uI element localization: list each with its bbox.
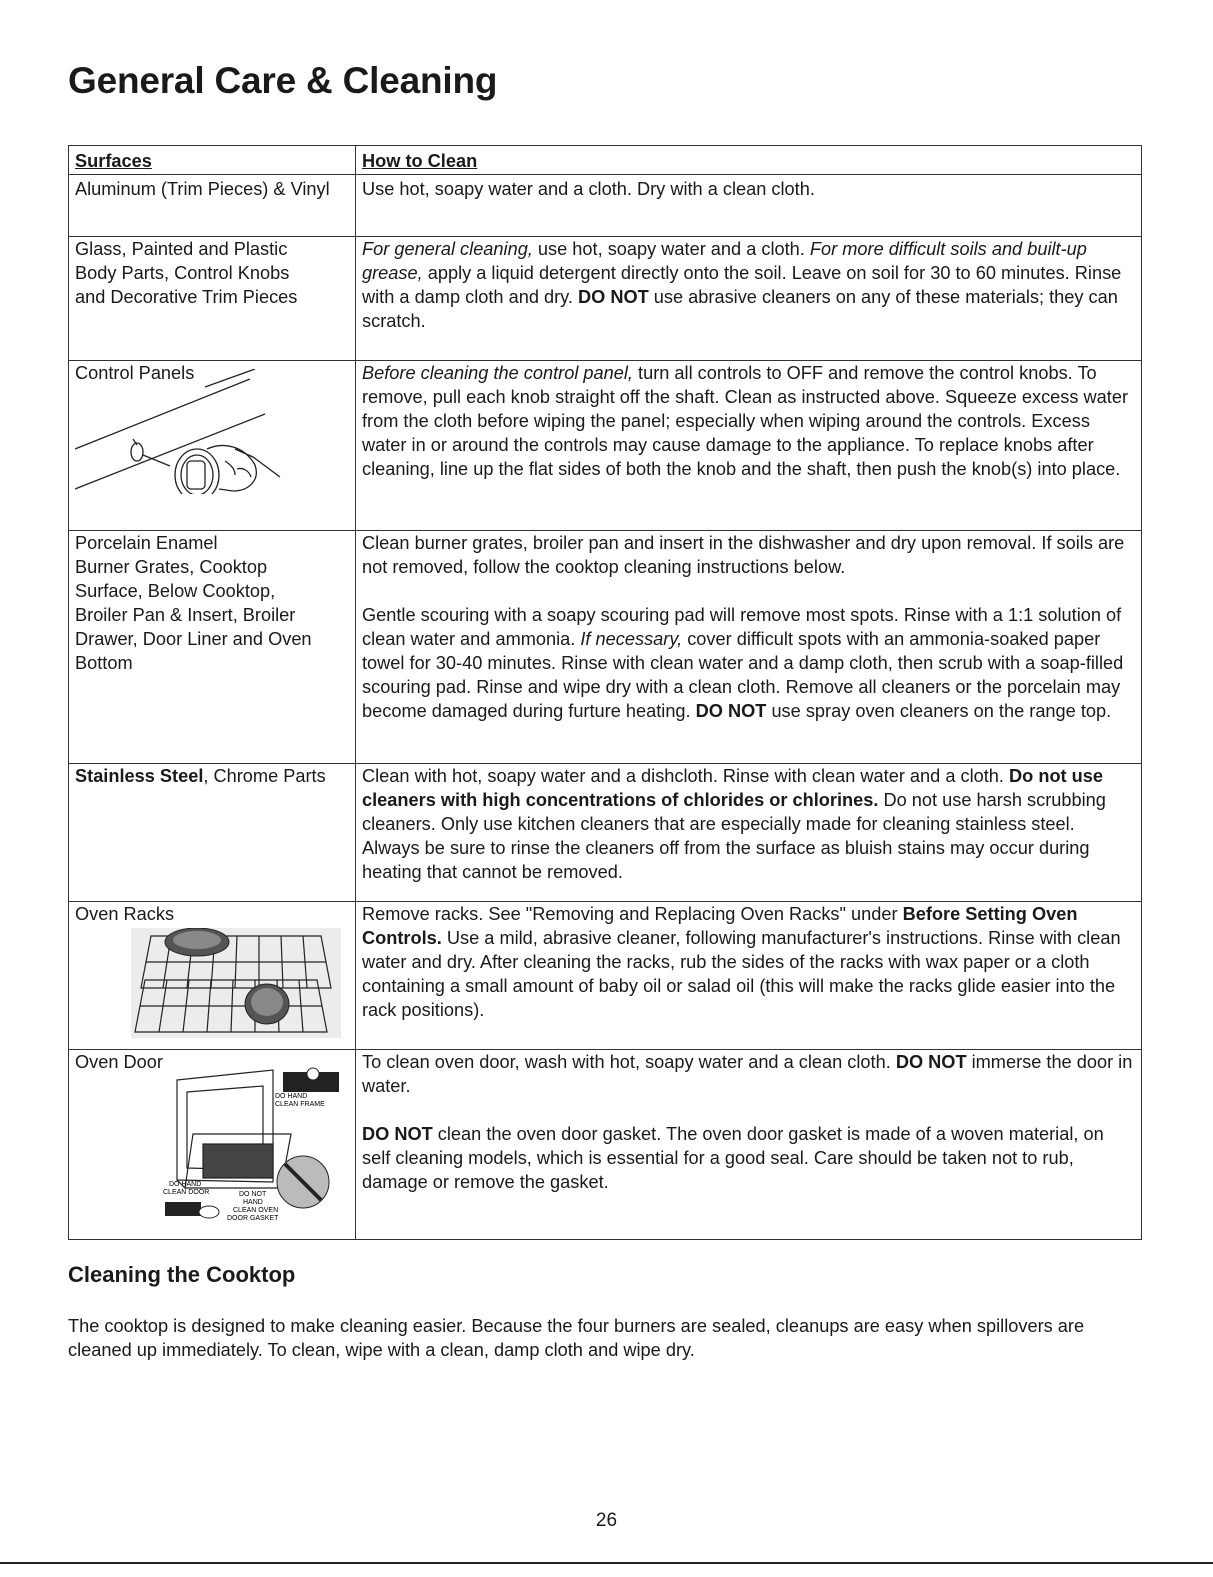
surface-label-line: Bottom bbox=[75, 653, 133, 673]
italic-text: For general cleaning, bbox=[362, 239, 533, 259]
surface-label-line: Burner Grates, Cooktop bbox=[75, 557, 268, 577]
page-title: General Care & Cleaning bbox=[68, 60, 498, 101]
surface-cell bbox=[69, 1050, 356, 1240]
howto-text: cover difficult spots with an ammonia-soaked paper towel for 30-40 minutes. Rinse with clean water and a damp cloth, then scrub with a soap-filled scouring pad. Rinse and wipe dry with a clean cloth. Remove all cleaners or the porcelain may become damaged during furture heating. bbox=[362, 629, 1124, 721]
warning-text: DO NOT bbox=[362, 1124, 433, 1144]
howto-text: Clean with hot, soapy water and a dishcloth. Rinse with clean water and a cloth. bbox=[362, 766, 1010, 786]
surface-label-line: Broiler Pan & Insert, Broiler bbox=[75, 605, 296, 625]
gasket-label: DOOR GASKET bbox=[227, 1215, 279, 1222]
surface-label-line: Porcelain Enamel bbox=[75, 533, 218, 553]
howto-text: clean the oven door gasket. The oven door gasket is made of a woven material, on self cleaning models, which is essential for a good seal. Care should be taken not to rub, damage or remove the gasket. bbox=[362, 1124, 1104, 1192]
oven-door-illustration bbox=[163, 1062, 353, 1232]
howto-cell bbox=[356, 175, 1142, 237]
surface-cell bbox=[69, 764, 356, 902]
gasket-label: DO NOT bbox=[239, 1191, 267, 1198]
howto-text: Use hot, soapy water and a cloth. Dry with a clean cloth. bbox=[362, 179, 815, 199]
surface-label-bold: Stainless Steel bbox=[75, 766, 204, 786]
table-row bbox=[69, 902, 1142, 1050]
howto-text: immerse the door in water. bbox=[362, 1052, 1133, 1096]
surface-label-line: Glass, Painted and Plastic bbox=[75, 239, 288, 259]
surface-label: Oven Door bbox=[75, 1052, 163, 1072]
surface-label: Oven Racks bbox=[75, 904, 175, 924]
surface-cell bbox=[69, 531, 356, 764]
howto-cell bbox=[356, 764, 1142, 902]
italic-text: Before cleaning the control panel, bbox=[362, 363, 633, 383]
howto-paragraph bbox=[362, 1122, 1135, 1194]
page-number: 26 bbox=[595, 1510, 618, 1531]
frame-label: CLEAN FRAME bbox=[275, 1101, 325, 1108]
door-label: CLEAN DOOR bbox=[163, 1189, 210, 1196]
warning-text: DO NOT bbox=[578, 287, 649, 307]
howto-text: use spray oven cleaners on the range top. bbox=[766, 701, 1112, 721]
howto-cell bbox=[356, 531, 1142, 764]
howto-cell bbox=[356, 1050, 1142, 1240]
howto-paragraph: Clean burner grates, broiler pan and insert in the dishwasher and dry upon removal. If soils are not removed, follow the cooktop cleaning instructions below. bbox=[362, 533, 1125, 577]
howto-cell bbox=[356, 902, 1142, 1050]
howto-text: turn all controls to OFF and remove the control knobs. To remove, pull each knob straight off the shaft. Clean as instructed above. Squeeze excess water from the cloth before wiping the panel; especially when wiping around the controls. Excess water in or around the controls may cause damage to the appliance. To replace knobs after cleaning, line up the flat sides of both the knob and the shaft, then push the knob(s) into place. bbox=[362, 363, 1128, 479]
table-row bbox=[69, 1050, 1142, 1240]
warning-text: DO NOT bbox=[695, 701, 767, 721]
surface-cell bbox=[69, 175, 356, 237]
italic-text: For more difficult soils and built-up grease, bbox=[362, 239, 1087, 283]
control-knob-illustration bbox=[75, 369, 285, 494]
surface-cell bbox=[69, 237, 356, 361]
surface-label: , Chrome Parts bbox=[203, 766, 326, 786]
table-row bbox=[69, 175, 1142, 237]
table-header-row bbox=[69, 146, 1142, 175]
frame-label: DO HAND bbox=[275, 1093, 308, 1100]
howto-text: To clean oven door, wash with hot, soapy water and a clean cloth. bbox=[362, 1052, 896, 1072]
section-body-cleaning-cooktop: The cooktop is designed to make cleaning easier. Because the four burners are sealed, cleanups are easy when spillovers are cleaned up immediately. To clean, wipe with a clean, damp cloth and wipe dry. bbox=[68, 1316, 1085, 1360]
table-row bbox=[69, 764, 1142, 902]
howto-paragraph bbox=[362, 603, 1135, 723]
bottom-divider bbox=[0, 1562, 1213, 1564]
surface-label-line: Surface, Below Cooktop, bbox=[75, 581, 276, 601]
howto-text: Gentle scouring with a soapy scouring pad will remove most spots. Rinse with a 1:1 solution of clean water and ammonia. bbox=[362, 605, 1122, 649]
table-row bbox=[69, 237, 1142, 361]
table-row bbox=[69, 361, 1142, 531]
surface-label: Aluminum (Trim Pieces) & Vinyl bbox=[75, 179, 330, 199]
warning-text: Do not use cleaners with high concentrations of chlorides or chlorines. bbox=[362, 766, 1103, 810]
howto-text: Remove racks. See "Removing and Replacing Oven Racks" under bbox=[362, 904, 903, 924]
surface-cell bbox=[69, 902, 356, 1050]
howto-text: Use a mild, abrasive cleaner, following manufacturer's instructions. Rinse with clean water and dry. After cleaning the racks, rub the sides of the racks with wax paper or a cloth containing a small amount of baby oil or salad oil (this will make the racks glide easier into the rack positions). bbox=[362, 928, 1121, 1020]
gasket-label: CLEAN OVEN bbox=[233, 1207, 279, 1214]
surface-label-line: and Decorative Trim Pieces bbox=[75, 287, 298, 307]
door-label: DO HAND bbox=[169, 1181, 202, 1188]
surface-label-line: Body Parts, Control Knobs bbox=[75, 263, 290, 283]
howto-text: use abrasive cleaners on any of these materials; they can scratch. bbox=[362, 287, 1118, 331]
italic-text: If necessary, bbox=[580, 629, 683, 649]
oven-rack-illustration bbox=[131, 928, 341, 1038]
care-table bbox=[68, 145, 1142, 1240]
header-how-to-clean: How to Clean bbox=[356, 146, 1142, 175]
section-title-cleaning-cooktop: Cleaning the Cooktop bbox=[68, 1262, 296, 1287]
warning-text: DO NOT bbox=[895, 1052, 967, 1072]
howto-cell bbox=[356, 237, 1142, 361]
howto-text: apply a liquid detergent directly onto the soil. Leave on soil for 30 to 60 minutes. Rinse with a damp cloth and dry. bbox=[362, 263, 1122, 307]
header-surfaces: Surfaces bbox=[69, 146, 356, 175]
howto-text: Do not use harsh scrubbing cleaners. Only use kitchen cleaners that are especially made for cleaning stainless steel. Always be sure to rinse the cleaners off from the surface as bluish stains may occur during heating that cannot be removed. bbox=[362, 790, 1106, 882]
howto-text: use hot, soapy water and a cloth. bbox=[532, 239, 810, 259]
gasket-label: HAND bbox=[243, 1199, 263, 1206]
surface-cell bbox=[69, 361, 356, 531]
howto-paragraph bbox=[362, 1050, 1135, 1098]
surface-label-line: Drawer, Door Liner and Oven bbox=[75, 629, 312, 649]
surface-label: Control Panels bbox=[75, 363, 195, 383]
table-row bbox=[69, 531, 1142, 764]
howto-cell bbox=[356, 361, 1142, 531]
section-reference: Before Setting Oven Controls. bbox=[362, 904, 1078, 948]
